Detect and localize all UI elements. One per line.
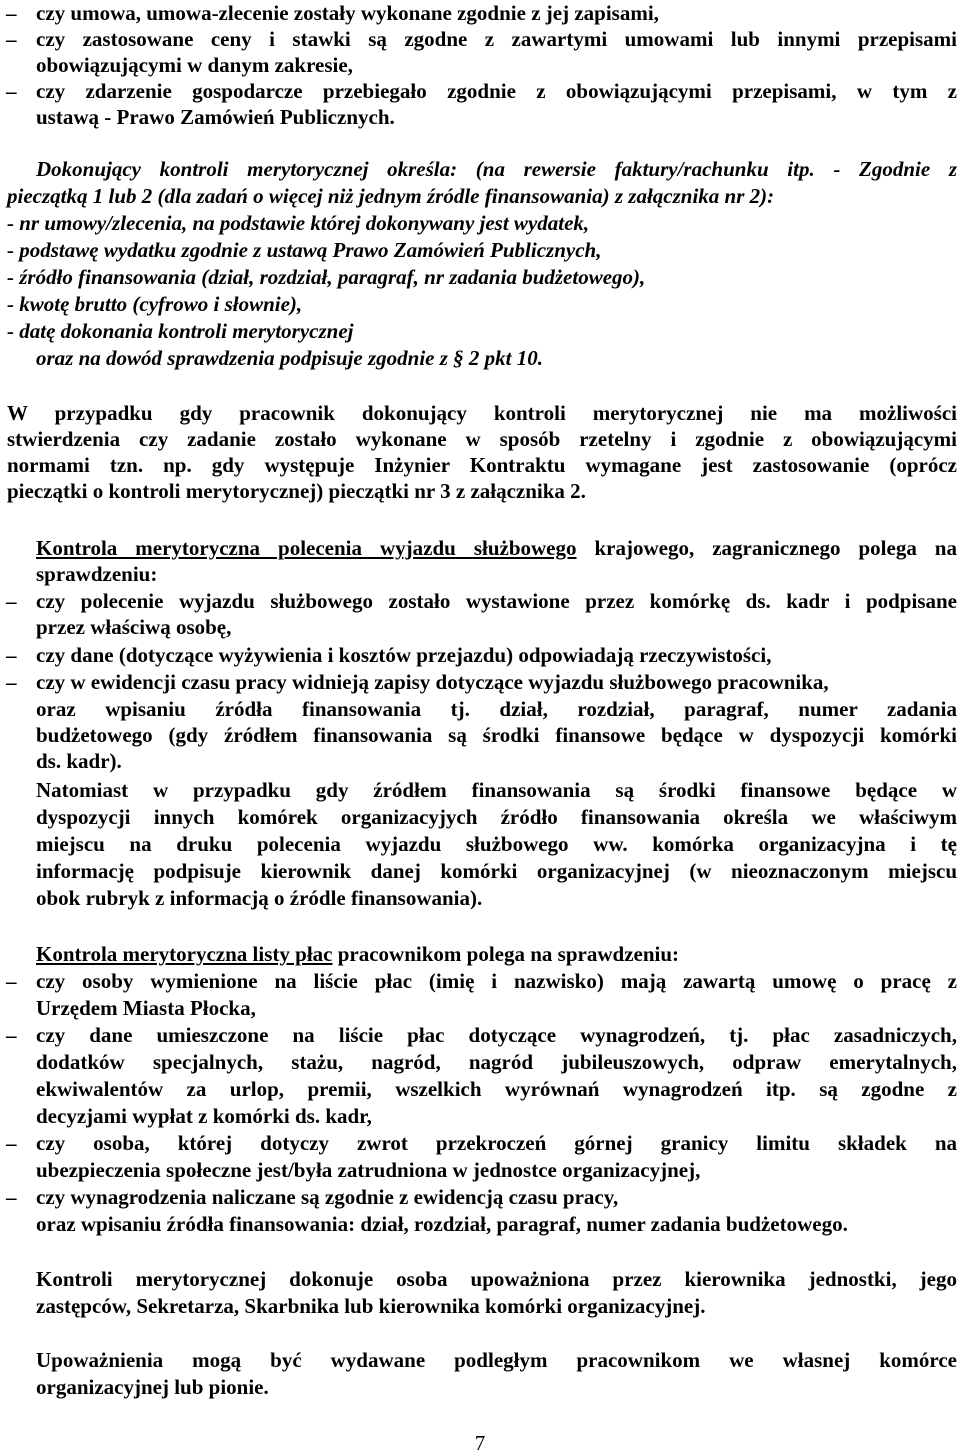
list-dash: – bbox=[6, 79, 17, 103]
paragraph-line: czy osoby wymienione na liście płac (imię i nazwisko) mają zawartą umowę o pracę z bbox=[36, 969, 957, 993]
paragraph-line: czy dane umieszczone na liście płac dotyczące wynagrodzeń, tj. płac zasadniczych, bbox=[36, 1023, 957, 1047]
list-dash: – bbox=[6, 1131, 17, 1155]
paragraph-line: czy umowa, umowa-zlecenie zostały wykonane zgodnie z jej zapisami, bbox=[36, 1, 659, 25]
paragraph-line: obowiązującymi w danym zakresie, bbox=[36, 53, 353, 77]
paragraph-line: czy polecenie wyjazdu służbowego zostało wystawione przez komórkę ds. kadr i podpisane bbox=[36, 589, 957, 613]
paragraph-line: czy osoba, której dotyczy zwrot przekroczeń górnej granicy limitu składek na bbox=[36, 1131, 957, 1155]
heading-continuation: pracownikom polega na sprawdzeniu: bbox=[332, 942, 680, 966]
paragraph-line: obok rubryk z informacją o źródle finansowania). bbox=[36, 886, 483, 910]
list-dash: – bbox=[6, 1, 17, 25]
paragraph-line bbox=[36, 941, 957, 967]
paragraph-line: normami tzn. np. gdy występuje Inżynier Kontraktu wymagane jest zastosowanie (oprócz bbox=[7, 453, 957, 477]
paragraph-line: dodatków specjalnych, stażu, nagród, nagród jubileuszowych, odpraw emerytalnych, bbox=[36, 1050, 957, 1074]
paragraph-line: - źródło finansowania (dział, rozdział, paragraf, nr zadania budżetowego), bbox=[7, 265, 646, 289]
list-dash: – bbox=[6, 1185, 17, 1209]
paragraph-line: - nr umowy/zlecenia, na podstawie której dokonywany jest wydatek, bbox=[7, 211, 590, 235]
paragraph-line: decyzjami wypłat z komórki ds. kadr, bbox=[36, 1104, 372, 1128]
paragraph-line: informację podpisuje kierownik danej komórki organizacyjnej (w nieoznaczonym miejscu bbox=[36, 859, 957, 883]
paragraph-line: ubezpieczenia społeczne jest/była zatrudniona w jednostce organizacyjnej, bbox=[36, 1158, 701, 1182]
paragraph-line: oraz na dowód sprawdzenia podpisuje zgodnie z § 2 pkt 10. bbox=[36, 346, 543, 370]
paragraph-line: sprawdzeniu: bbox=[36, 562, 158, 586]
list-dash: – bbox=[6, 670, 17, 694]
paragraph-line: pieczątki o kontroli merytorycznej) pieczątki nr 3 z załącznika 2. bbox=[7, 479, 586, 503]
paragraph-line: czy wynagrodzenia naliczane są zgodnie z ewidencją czasu pracy, bbox=[36, 1185, 619, 1209]
paragraph-line: czy zdarzenie gospodarcze przebiegało zgodnie z obowiązującymi przepisami, w tym z bbox=[36, 79, 957, 103]
paragraph-line: pieczątką 1 lub 2 (dla zadań o więcej niż jednym źródle finansowania) z załącznika nr 2): bbox=[7, 184, 775, 208]
paragraph-line: Upoważnienia mogą być wydawane podległym pracownikom we własnej komórce bbox=[36, 1348, 957, 1372]
section-heading: Kontrola merytoryczna listy płac bbox=[36, 942, 333, 966]
paragraph-line: - datę dokonania kontroli merytorycznej bbox=[7, 319, 354, 343]
paragraph-line: czy w ewidencji czasu pracy widnieją zapisy dotyczące wyjazdu służbowego pracownika, bbox=[36, 670, 829, 694]
paragraph-line: - kwotę brutto (cyfrowo i słownie), bbox=[7, 292, 303, 316]
paragraph-line: miejscu na druku polecenia wyjazdu służbowego ww. komórka organizacyjna i tę bbox=[36, 832, 957, 856]
paragraph-line: budżetowego (gdy źródłem finansowania są środki finansowe będące w dyspozycji komórki bbox=[36, 723, 957, 747]
list-dash: – bbox=[6, 27, 17, 51]
list-dash: – bbox=[6, 589, 17, 613]
paragraph-line: zastępców, Sekretarza, Skarbnika lub kierownika komórki organizacyjnej. bbox=[36, 1294, 706, 1318]
paragraph-line: czy dane (dotyczące wyżywienia i kosztów przejazdu) odpowiadają rzeczywistości, bbox=[36, 643, 772, 667]
section-heading: Kontrola merytoryczna polecenia wyjazdu służbowego bbox=[36, 536, 577, 560]
paragraph-line: oraz wpisaniu źródła finansowania tj. dział, rozdział, paragraf, numer zadania bbox=[36, 697, 957, 721]
list-dash: – bbox=[6, 1023, 17, 1047]
list-dash: – bbox=[6, 643, 17, 667]
paragraph-line: W przypadku gdy pracownik dokonujący kontroli merytorycznej nie ma możliwości bbox=[7, 401, 957, 425]
paragraph-line: oraz wpisaniu źródła finansowania: dział, rozdział, paragraf, numer zadania budżetowego. bbox=[36, 1212, 848, 1236]
paragraph-line: czy zastosowane ceny i stawki są zgodne z zawartymi umowami lub innymi przepisami bbox=[36, 27, 957, 51]
paragraph-line: ekwiwalentów za urlop, premii, wszelkich wyrównań wynagrodzeń itp. są zgodne z bbox=[36, 1077, 957, 1101]
paragraph-line: Dokonujący kontroli merytorycznej określa: (na rewersie faktury/rachunku itp. - Zgodnie z bbox=[36, 157, 957, 181]
paragraph-line: organizacyjnej lub pionie. bbox=[36, 1375, 269, 1399]
paragraph-line: przez właściwą osobę, bbox=[36, 615, 232, 639]
paragraph-line bbox=[36, 535, 957, 561]
paragraph-line: stwierdzenia czy zadanie zostało wykonane w sposób rzetelny i zgodnie z obowiązującymi bbox=[7, 427, 957, 451]
paragraph-line: Urzędem Miasta Płocka, bbox=[36, 996, 256, 1020]
paragraph-line: - podstawę wydatku zgodnie z ustawą Prawo Zamówień Publicznych, bbox=[7, 238, 602, 262]
paragraph-line: ustawą - Prawo Zamówień Publicznych. bbox=[36, 105, 395, 129]
page-number: 7 bbox=[474, 1431, 486, 1455]
paragraph-line: Natomiast w przypadku gdy źródłem finansowania są środki finansowe będące w bbox=[36, 778, 957, 802]
paragraph-line: dyspozycji innych komórek organizacyjych źródło finansowania określa we właściwym bbox=[36, 805, 957, 829]
list-dash: – bbox=[6, 969, 17, 993]
heading-continuation: krajowego, zagranicznego polega na bbox=[576, 536, 957, 560]
paragraph-line: Kontroli merytorycznej dokonuje osoba upoważniona przez kierownika jednostki, jego bbox=[36, 1267, 957, 1291]
paragraph-line: ds. kadr). bbox=[36, 749, 122, 773]
